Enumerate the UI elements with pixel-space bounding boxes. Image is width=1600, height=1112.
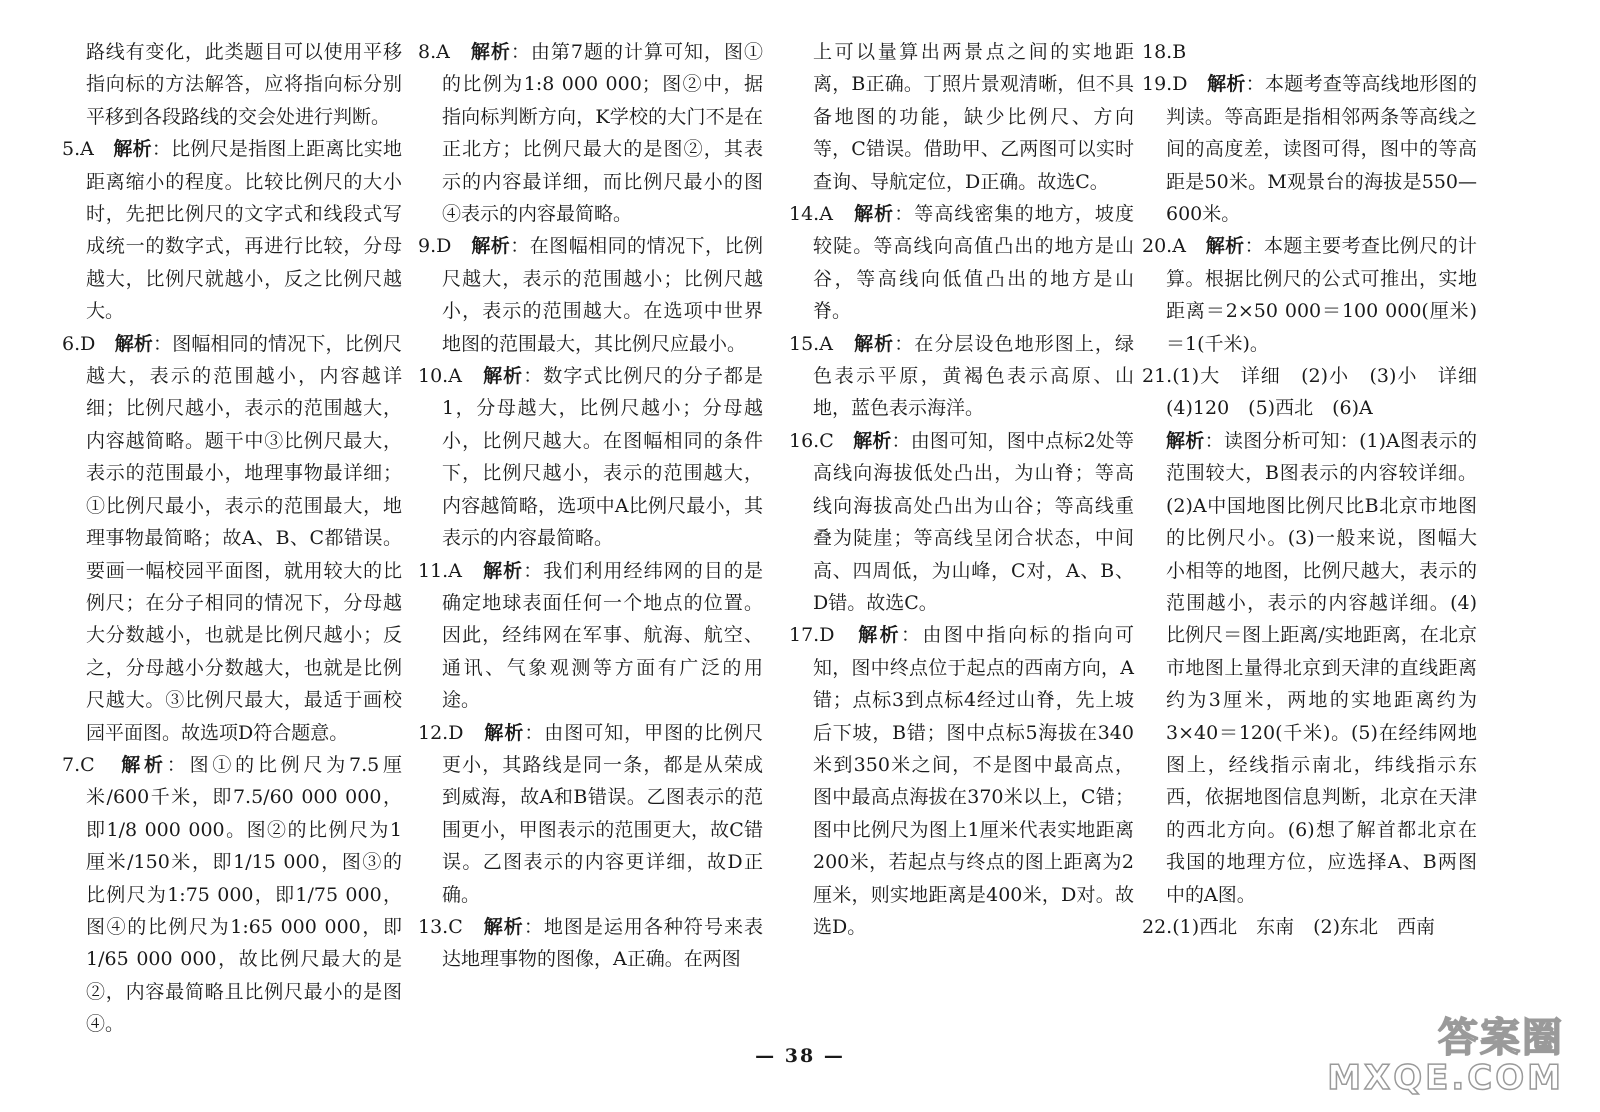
analysis-label: 解析 [1207,73,1246,96]
analysis-label: 解析 [483,559,524,582]
analysis-label: 解析 [858,624,902,647]
answer-item [418,230,763,360]
answer-number: 9.D [418,235,452,258]
answer-item [418,911,763,976]
answer-item [789,198,1134,328]
analysis-text: ：在分层设色地形图上，绿色表示平原，黄褐色表示高原、山地，蓝色表示海洋。 [813,332,1134,420]
answer-analysis [1142,425,1477,911]
answer-item [1142,911,1477,943]
column-2 [418,36,763,1036]
analysis-text: ：由图可知，甲图的比例尺更小，其路线是同一条，都是从荣成到威海，故A和B错误。乙图表示的范围更小，甲图表示的范围更大，故C错误。乙图表示的内容更详细，故D正确。 [442,721,763,906]
answer-item [789,328,1134,425]
analysis-label: 解析 [484,721,525,744]
answer-number: 11.A [418,559,462,582]
column-3 [789,36,1134,1036]
analysis-label: 解析 [113,138,152,161]
answer-number: 16.C [789,429,834,452]
analysis-label: 解析 [114,332,154,355]
analysis-text: ：等高线密集的地方，坡度较陡。等高线向高值凸出的地方是山谷，等高线向低值凸出的地方是山脊。 [813,203,1134,323]
answer-number: 6.D [62,332,96,355]
answer-item [418,36,763,230]
answer-text: (1)西北 东南 (2)东北 西南 [1172,915,1436,938]
analysis-text: ：本题考查等高线地形图的判读。等高距是指相邻两条等高线之间的高度差，读图可得，图中的等高距是50米。M观景台的海拔是550—600米。 [1166,73,1477,226]
answer-text: (1)大 详细 (2)小 (3)小 详细 (4)120 (5)西北 (6)A [1166,365,1497,420]
answer-number: 10.A [418,365,462,388]
analysis-text: ：图①的比例尺为7.5厘米/600千米，即7.5/60 000 000，即1/8 000 000。图②的比例尺为1厘米/150米，即1/15 000，图③的比例尺为1:75 000，即1/75 000，图④的比例尺为1:65 000 000，即1/65 000 000，故比例尺最大的是②，内容最简略且比例尺最小的是图④。 [86,753,402,1036]
answer-item [62,133,402,327]
answer-number: 8.A [418,41,450,63]
answer-item [1142,230,1477,360]
analysis-text: ：本题主要考查比例尺的计算。根据比例尺的公式可推出，实地距离＝2×50 000＝100 000(厘米)＝1(千米)。 [1166,235,1477,355]
analysis-label: 解析 [853,429,892,452]
analysis-text: ：地图是运用各种符号来表达地理事物的图像，A正确。在两图 [442,915,763,971]
answer-item [789,619,1134,943]
answer-number: 13.C [418,915,463,938]
analysis-text: ：在图幅相同的情况下，比例尺越大，表示的范围越小；比例尺越小，表示的范围越大。在选项中世界地图的范围最大，其比例尺应最小。 [442,235,763,355]
analysis-text: ：读图分析可知：(1)A图表示的范围较大，B图表示的内容较详细。(2)A中国地图比例尺比B北京市地图的比例尺小。(3)一般来说，图幅大小相等的地图，比例尺越大，表示的范围越小，表示的内容越详细。(4)比例尺＝图上距离/实地距离，在北京市地图上量得北京到天津的直线距离约为3厘米，两地的实地距离约为3×40＝120(千米)。(5)在经纬网地图上，经线指示南北，纬线指示东西，依据地图信息判断，北京在天津的西北方向。(6)想了解首都北京在我国的地理方位，应选择A、B两图中的A图。 [1166,429,1477,906]
page-number: — 38 — [755,1045,845,1067]
answer-number: 17.D [789,624,835,647]
analysis-text: ：由图可知，图中点标2处等高线向海拔低处凸出，为山脊；等高线向海拔高处凸出为山谷；等高线重叠为陡崖；等高线呈闭合状态，中间高、四周低，为山峰，C对，A、B、D错。故选C。 [813,429,1134,614]
answer-item [1142,36,1477,68]
analysis-label: 解析 [483,915,524,938]
continued-text: 上可以量算出两景点之间的实地距离，B正确。丁照片景观清晰，但不具备地图的功能，缺少比例尺、方向等，C错误。借助甲、乙两图可以实时查询、导航定位，D正确。故选C。 [813,41,1134,193]
analysis-label: 解析 [121,753,167,776]
answer-number: 22. [1142,915,1173,938]
watermark-bottom: MXQE.COM [1327,1058,1564,1098]
answer-item [1142,68,1477,230]
answer-number: 7.C [62,753,95,776]
analysis-label: 解析 [470,41,511,63]
analysis-label: 解析 [483,365,524,388]
answer-number: 20.A [1142,235,1186,258]
answer-item [1142,360,1497,425]
answer-item [62,328,402,749]
watermark-top: 答案圈 [1438,1015,1564,1061]
answer-number: 12.D [418,721,464,744]
analysis-label: 解析 [1166,429,1205,452]
analysis-text: ：数字式比例尺的分子都是1，分母越大，比例尺越小；分母越小，比例尺越大。在图幅相同的条件下，比例尺越小，表示的范围越大，内容越简略，选项中A比例尺最小，其表示的内容最简略。 [442,365,763,550]
analysis-label: 解析 [854,332,895,355]
analysis-label: 解析 [854,203,895,226]
analysis-text: ：由图中指向标的指向可知，图中终点位于起点的西南方向，A错；点标3到点标4经过山脊，先上坡后下坡，B错；图中点标5海拔在340米到350米之间，不是图中最高点，图中最高点海拔在370米以上，C错；图中比例尺为图上1厘米代表实地距离200米，若起点与终点的图上距离为2厘米，则实地距离是400米，D对。故选D。 [813,624,1134,938]
analysis-label: 解析 [471,235,511,258]
column-1 [62,36,402,1036]
answer-item [418,555,763,717]
analysis-text: ：图幅相同的情况下，比例尺越大，表示的范围越小，内容越详细；比例尺越小，表示的范围越大，内容越简略。题干中③比例尺最大，表示的范围最小，地理事物最详细；①比例尺最小，表示的范围最大，地理事物最简略；故A、B、C都错误。要画一幅校园平面图，就用较大的比例尺；在分子相同的情况下，分母越大分数越小，也就是比例尺越小；反之，分母越小分数越大，也就是比例尺越大。③比例尺最大，最适于画校园平面图。故选项D符合题意。 [86,332,402,744]
column-4 [1142,36,1497,1036]
watermark-logo [1327,1006,1564,1098]
answer-number: 14.A [789,203,833,226]
analysis-text: ：我们利用经纬网的目的是确定地球表面任何一个地点的位置。因此，经纬网在军事、航海、航空、通讯、气象观测等方面有广泛的用途。 [442,559,763,712]
answer-item [418,717,763,911]
answer-number: 15.A [789,332,833,355]
answer-item [62,749,402,1041]
continued-text: 路线有变化，此类题目可以使用平移指向标的方法解答，应将指向标分别平移到各段路线的交会处进行判断。 [86,41,402,128]
answer-item [418,360,763,554]
answer-number: 18.B [1142,41,1187,63]
answer-item [789,425,1134,619]
answer-number: 19.D [1142,73,1188,96]
answer-number: 21. [1142,365,1173,388]
analysis-label: 解析 [1205,235,1245,258]
analysis-text: ：比例尺是指图上距离比实地距离缩小的程度。比较比例尺的大小时，先把比例尺的文字式和线段式写成统一的数字式，再进行比较，分母越大，比例尺就越小，反之比例尺越大。 [86,138,402,323]
analysis-text: ：由第7题的计算可知，图①的比例为1:8 000 000；图②中，据指向标判断方向，K学校的大门不是在正北方；比例尺最大的是图②，其表示的内容最详细，而比例尺最小的图④表示的内容最简略。 [442,41,763,226]
answer-number: 5.A [62,138,94,161]
